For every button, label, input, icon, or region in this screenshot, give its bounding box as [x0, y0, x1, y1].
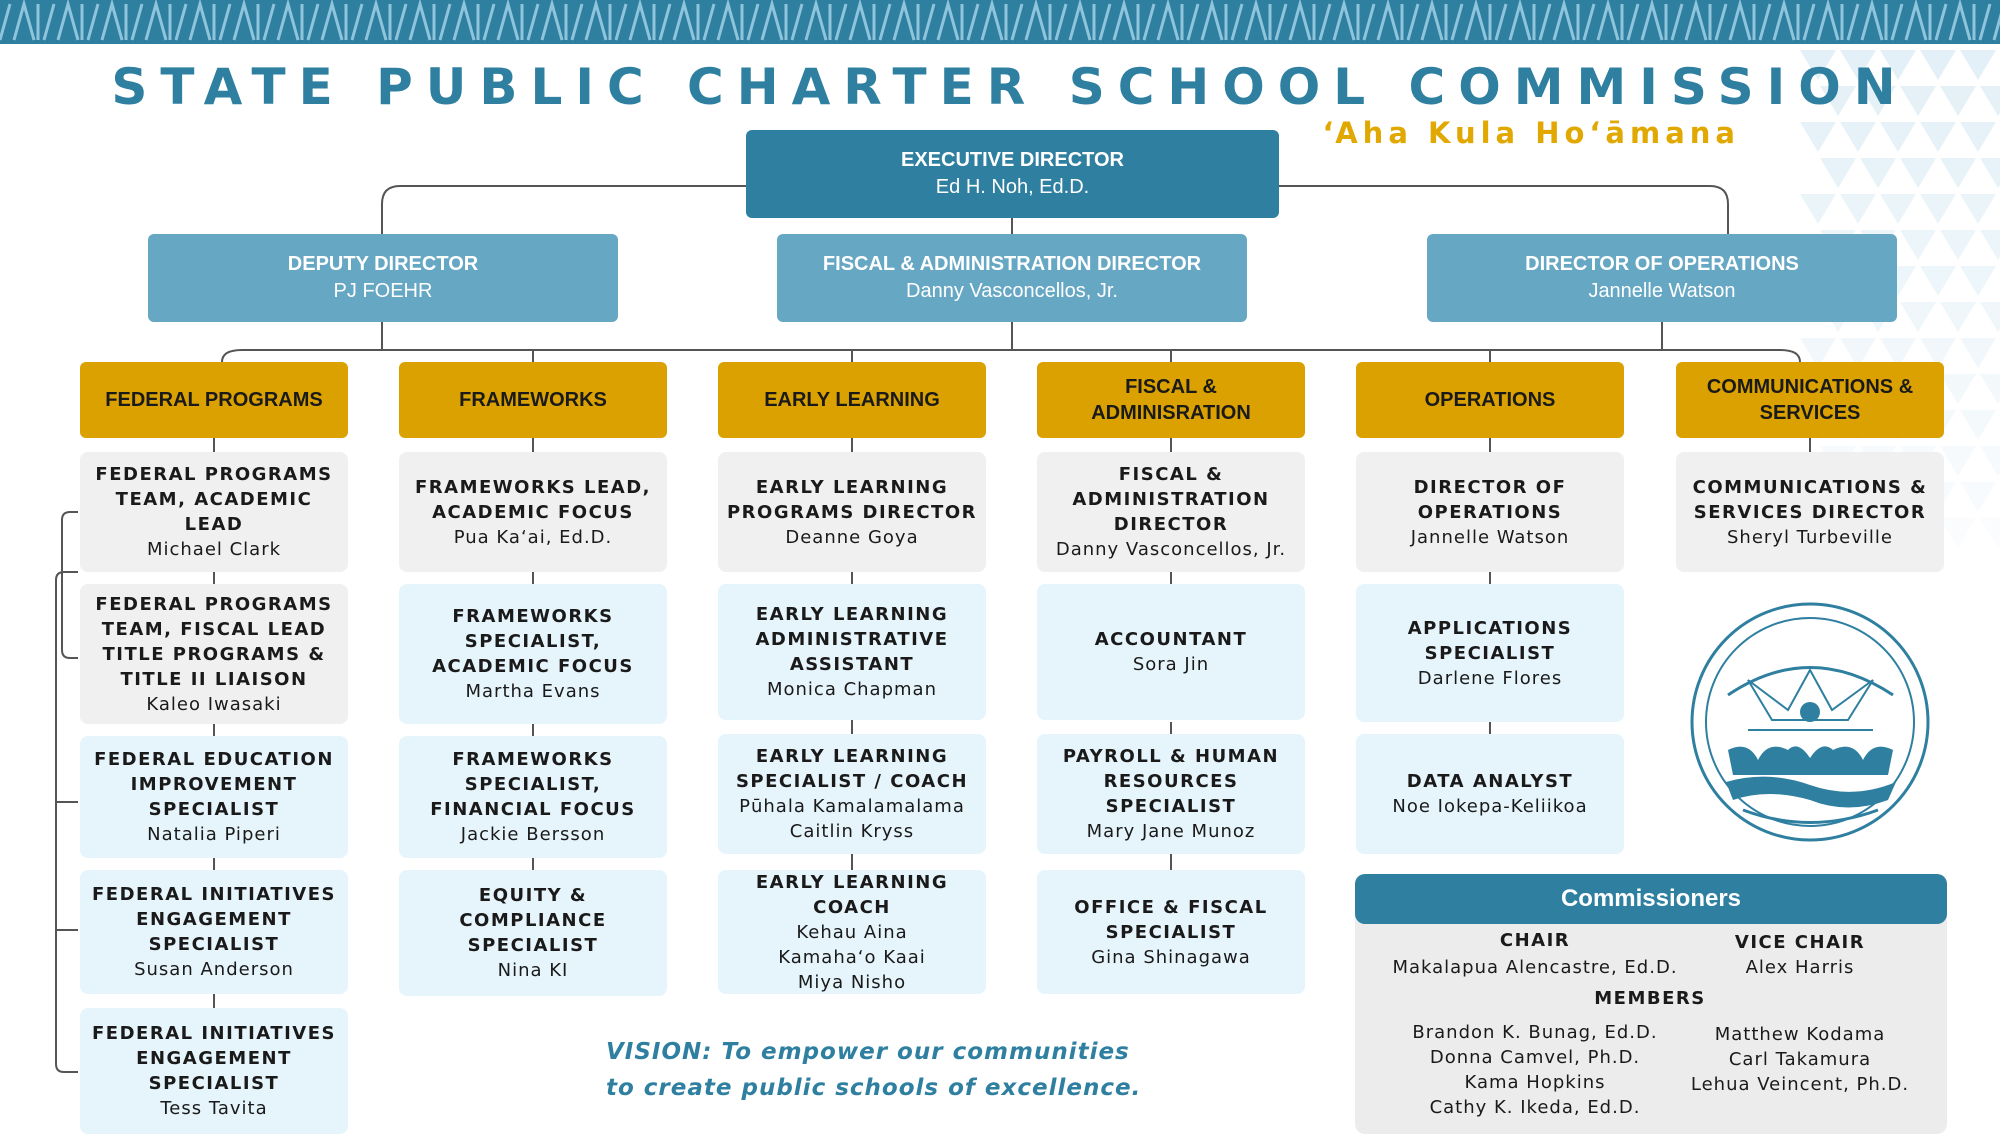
tier2-title: DIRECTOR OF OPERATIONS: [1525, 253, 1799, 275]
page-subtitle: ʻAha Kula Hoʻāmana: [1322, 116, 1740, 150]
staff-card: [80, 452, 348, 572]
staff-name: Gina Shinagawa: [1091, 946, 1251, 968]
member-name: Kama Hopkins: [1464, 1072, 1606, 1093]
director-of-operations-box: [1427, 234, 1897, 322]
staff-name: Sheryl Turbeville: [1727, 526, 1893, 548]
staff-name: Nina KI: [497, 960, 569, 981]
staff-title: PAYROLL & HUMAN RESOURCES SPECIALIST: [1062, 746, 1280, 817]
staff-name: Susan Anderson: [134, 959, 294, 980]
tier2-name: Danny Vasconcellos, Jr.: [906, 280, 1118, 302]
staff-card: [399, 870, 667, 996]
dept-early-learning: [718, 362, 986, 438]
dept-label: FEDERAL PROGRAMS: [105, 389, 323, 411]
staff-name: Michael Clark: [146, 539, 282, 560]
staff-title: FEDERAL INITIATIVES ENGAGEMENT SPECIALIST: [92, 1023, 336, 1094]
member-name: Lehua Veincent, Ph.D.: [1690, 1074, 1910, 1095]
dept-communications-services: [1676, 362, 1944, 438]
staff-name: Kaleo Iwasaki: [146, 693, 282, 715]
staff-name: Kehau Aina Kamaha‘o Kaai Miya Nisho: [778, 921, 926, 993]
staff-title: FRAMEWORKS SPECIALIST, ACADEMIC FOCUS: [432, 606, 634, 677]
deputy-director-box: [148, 234, 618, 322]
staff-name: Sora Jin: [1132, 654, 1210, 675]
staff-card: [80, 870, 348, 994]
staff-title: COMMUNICATIONS & SERVICES DIRECTOR: [1692, 476, 1928, 523]
vice-chair-label: VICE CHAIR: [1734, 932, 1866, 953]
staff-title: DATA ANALYST: [1406, 771, 1574, 792]
vision-line-2: to create public schools of excellence.: [606, 1075, 1142, 1101]
staff-name: Pūhala Kamalamalama Caitlin Kryss: [739, 796, 965, 842]
dept-frameworks: [399, 362, 667, 438]
staff-card: [1037, 452, 1305, 572]
tier2-title: FISCAL & ADMINISTRATION DIRECTOR: [822, 253, 1202, 275]
staff-title: FRAMEWORKS SPECIALIST, FINANCIAL FOCUS: [430, 749, 636, 820]
staff-title: EARLY LEARNING SPECIALIST / COACH: [735, 746, 969, 792]
staff-title: DIRECTOR OF OPERATIONS: [1413, 476, 1567, 523]
executive-director-box: [746, 130, 1279, 218]
staff-name: Jannelle Watson: [1410, 526, 1570, 548]
dept-label: COMMUNICATIONS & SERVICES: [1706, 376, 1914, 424]
vice-chair-name: Alex Harris: [1745, 957, 1855, 978]
dept-label: FISCAL & ADMINISRATION: [1091, 376, 1251, 424]
member-name: Donna Camvel, Ph.D.: [1429, 1047, 1641, 1068]
staff-title: FEDERAL PROGRAMS TEAM, FISCAL LEAD TITLE PROGRAMS & TITLE II LIAISON: [95, 593, 333, 690]
staff-name: Pua Ka‘ai, Ed.D.: [453, 526, 613, 548]
dept-fiscal-administration: [1037, 362, 1305, 438]
staff-card: [718, 734, 986, 854]
staff-name: Tess Tavita: [160, 1098, 268, 1119]
tier2-name: Jannelle Watson: [1588, 280, 1736, 302]
dept-label: FRAMEWORKS: [459, 389, 607, 411]
staff-card: [1676, 452, 1944, 572]
staff-name: Jackie Bersson: [460, 824, 606, 845]
chair-label: CHAIR: [1499, 930, 1571, 951]
dept-label: OPERATIONS: [1424, 389, 1556, 411]
member-name: Matthew Kodama: [1714, 1024, 1886, 1045]
staff-name: Mary Jane Munoz: [1086, 821, 1256, 842]
staff-card: [1037, 734, 1305, 854]
staff-card: [80, 584, 348, 724]
staff-card: [1037, 870, 1305, 994]
staff-title: APPLICATIONS SPECIALIST: [1407, 617, 1573, 664]
members-right-list: [1685, 1022, 1915, 1097]
staff-title: EQUITY & COMPLIANCE SPECIALIST: [459, 885, 607, 956]
member-name: Carl Takamura: [1728, 1049, 1872, 1070]
staff-card: [399, 584, 667, 724]
staff-card: [718, 452, 986, 572]
staff-card: [80, 1008, 348, 1134]
staff-name: Natalia Piperi: [147, 824, 281, 845]
staff-card: [718, 870, 986, 994]
staff-title: FRAMEWORKS LEAD, ACADEMIC FOCUS: [415, 476, 651, 523]
staff-card: [1356, 584, 1624, 722]
staff-card: [399, 736, 667, 858]
staff-title: FISCAL & ADMINISTRATION DIRECTOR: [1072, 464, 1270, 535]
staff-card: [399, 452, 667, 572]
staff-card: [1037, 584, 1305, 720]
executive-title: EXECUTIVE DIRECTOR: [901, 149, 1124, 171]
staff-title: OFFICE & FISCAL SPECIALIST: [1074, 896, 1268, 943]
staff-title: FEDERAL INITIATIVES ENGAGEMENT SPECIALIST: [92, 884, 336, 955]
staff-name: Deanne Goya: [785, 526, 919, 548]
staff-card: [1356, 452, 1624, 572]
commissioners-heading: Commissioners: [1355, 874, 1947, 924]
vision-line-1: VISION: To empower our communities: [606, 1039, 1130, 1065]
tier2-title: DEPUTY DIRECTOR: [287, 253, 479, 275]
staff-title: EARLY LEARNING COACH: [755, 871, 949, 918]
staff-title: ACCOUNTANT: [1094, 629, 1248, 650]
staff-name: Darlene Flores: [1417, 667, 1563, 689]
dept-operations: [1356, 362, 1624, 438]
staff-name: Monica Chapman: [766, 679, 937, 700]
staff-name: Danny Vasconcellos, Jr.: [1055, 539, 1287, 560]
staff-title: FEDERAL PROGRAMS TEAM, ACADEMIC LEAD: [95, 464, 333, 535]
members-left-list: [1390, 1020, 1680, 1120]
staff-title: EARLY LEARNING PROGRAMS DIRECTOR: [726, 476, 977, 523]
tier2-name: PJ FOEHR: [333, 280, 433, 302]
member-name: Cathy K. Ikeda, Ed.D.: [1429, 1097, 1641, 1118]
vision-statement: [606, 1034, 1166, 1106]
staff-title: FEDERAL EDUCATION IMPROVEMENT SPECIALIST: [94, 749, 334, 820]
staff-name: Noe Iokepa-Keliikoa: [1392, 796, 1588, 817]
dept-federal-programs: [80, 362, 348, 438]
staff-card: [80, 736, 348, 858]
staff-name: Martha Evans: [465, 681, 601, 702]
commission-seal-icon: [1688, 600, 1933, 845]
page-title: STATE PUBLIC CHARTER SCHOOL COMMISSION: [111, 58, 1909, 116]
member-name: Brandon K. Bunag, Ed.D.: [1412, 1022, 1658, 1043]
members-label: MEMBERS: [1594, 988, 1706, 1009]
executive-name: Ed H. Noh, Ed.D.: [935, 176, 1090, 198]
staff-card: [718, 584, 986, 720]
fiscal-admin-director-box: [777, 234, 1247, 322]
chair-name: Makalapua Alencastre, Ed.D.: [1392, 957, 1678, 978]
staff-title: EARLY LEARNING ADMINISTRATIVE ASSISTANT: [755, 604, 949, 675]
dept-label: EARLY LEARNING: [764, 389, 940, 411]
staff-card: [1356, 734, 1624, 854]
